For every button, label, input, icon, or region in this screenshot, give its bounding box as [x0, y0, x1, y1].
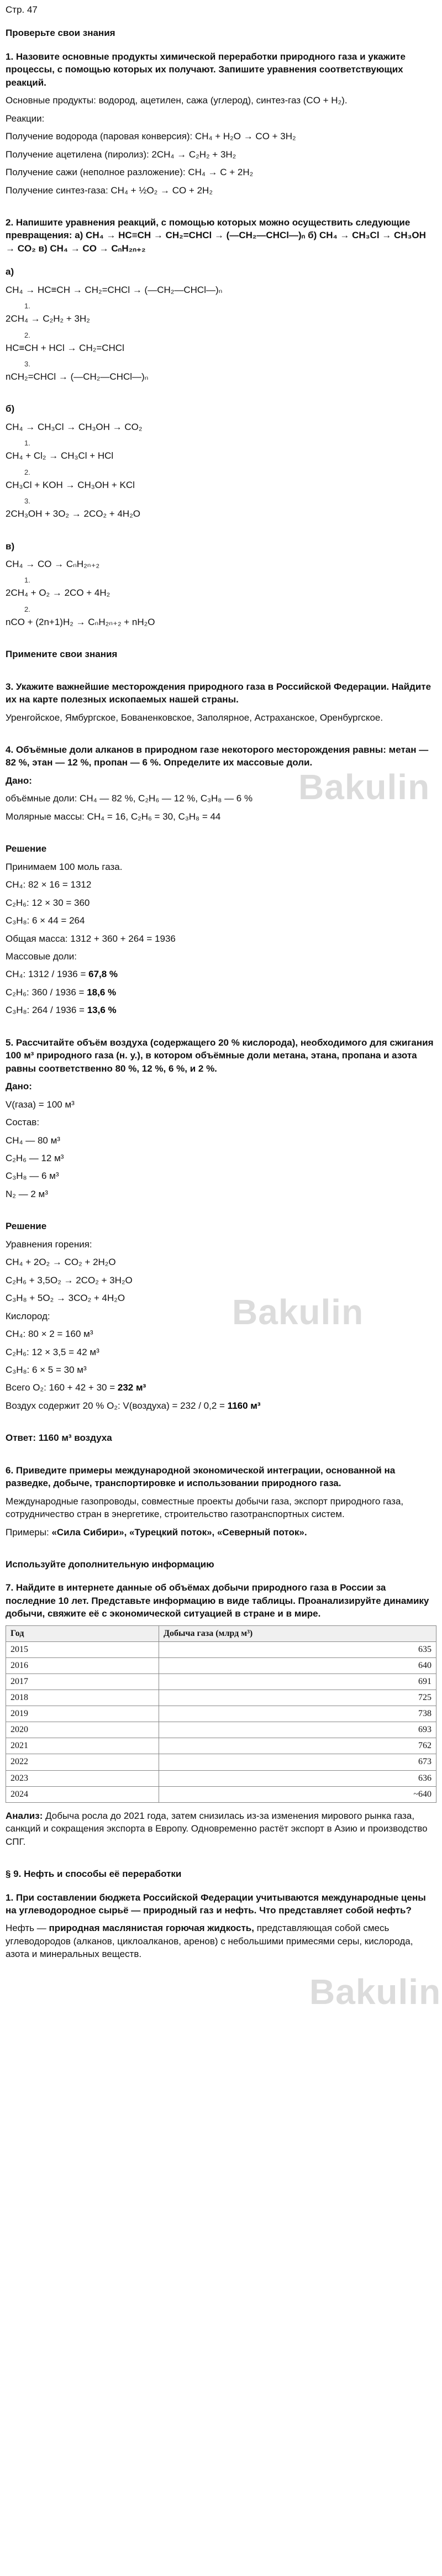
section-heading-check: Проверьте свои знания: [6, 28, 115, 39]
table-row: [6, 1770, 436, 1786]
step-number: 3.: [24, 497, 30, 506]
solution-line: C₂H₆: 12 × 30 = 360: [6, 897, 90, 908]
analysis-body: Добыча росла до 2021 года, затем снизилась из-за изменения мирового рынка газа, санкций и сокращения экспорта в Европу. Одновременно растёт экспорт в Азию и производство СПГ.: [6, 1810, 428, 1847]
given-line: объёмные доли: CH₄ — 82 %, C₂H₆ — 12 %, C₃H₈ — 6 %: [6, 793, 253, 804]
cell-year: 2018: [6, 1690, 159, 1706]
cell-value: 725: [159, 1690, 436, 1706]
cell-value: 673: [159, 1754, 436, 1770]
step-number: 2.: [24, 330, 30, 339]
given-line: V(газа) = 100 м³: [6, 1099, 75, 1110]
solution-label: Решение: [6, 1221, 47, 1232]
cell-value: 635: [159, 1641, 436, 1657]
given-label: Дано:: [6, 775, 32, 786]
cell-year: 2023: [6, 1770, 159, 1786]
step-number: 1.: [24, 439, 30, 448]
equation: CH₄ + 2O₂ → CO₂ + 2H₂O: [6, 1257, 116, 1268]
solution-line: C₃H₈: 6 × 44 = 264: [6, 915, 85, 926]
table-row: [6, 1706, 436, 1722]
solution-text: C₂H₆: 360 / 1936 =: [6, 987, 87, 998]
solution-line: CH₄: 82 × 16 = 1312: [6, 879, 92, 890]
step-number: 3.: [24, 360, 30, 369]
cell-value: 693: [159, 1722, 436, 1738]
table-row: [6, 1658, 436, 1674]
solution-text: C₃H₈: 264 / 1936 =: [6, 1005, 87, 1016]
table-header-row: [6, 1625, 436, 1641]
watermark: Bakulin: [309, 1972, 441, 2012]
solution-line: Кислород:: [6, 1310, 50, 1321]
question-7: 7. Найдите в интернете данные об объёмах добычи природного газа в России за последние 10 лет. Представьте информацию в виде таблицы. Проанализируйте динамику добычи, свяжите её с экономической ситуацией в стране и в мире.: [6, 1582, 429, 1619]
section-heading-apply: Примените свои знания: [6, 649, 118, 660]
part-label-b: б): [6, 403, 15, 415]
solution-line: [6, 968, 436, 980]
cell-value: 738: [159, 1706, 436, 1722]
solution-line: [6, 1399, 436, 1412]
step-number: 1.: [24, 576, 30, 585]
equation: 2CH₄ → C₂H₂ + 3H₂: [6, 313, 90, 324]
solution-label: Решение: [6, 843, 47, 854]
chain-b: CH₄ → CH₃Cl → CH₃OH → CO₂: [6, 421, 143, 432]
result-value: 1160 м³: [227, 1400, 261, 1411]
cell-value: 762: [159, 1738, 436, 1754]
result-value: 232 м³: [117, 1382, 146, 1393]
given-line: CH₄ — 80 м³: [6, 1135, 60, 1146]
equation: HC≡CH + HCl → CH₂=CHCl: [6, 342, 124, 353]
cell-year: 2021: [6, 1738, 159, 1754]
analysis-prefix: Анализ:: [6, 1810, 43, 1821]
answer-6: Международные газопроводы, совместные проекты добычи газа, экспорт природного газа, сотрудничество стран в энергетике, строительство газотранспортных систем.: [6, 1496, 404, 1520]
section-heading-extra: Используйте дополнительную информацию: [6, 1559, 214, 1570]
step-number: 2.: [24, 468, 30, 476]
solution-line: Принимаем 100 моль газа.: [6, 861, 123, 872]
solution-text: Воздух содержит 20 % O₂: V(воздуха) = 232 / 0,2 =: [6, 1400, 228, 1411]
cell-value: 636: [159, 1770, 436, 1786]
question-5: 5. Рассчитайте объём воздуха (содержащего 20 % кислорода), необходимого для сжигания 100 м³ природного газа (н. у.), в котором объёмные доли метана, этана, пропана и азота равны соответственно 80 %, 12 %, 6 %, и 2 %.: [6, 1037, 434, 1074]
examples-line: [6, 1526, 436, 1539]
examples-list: «Сила Сибири», «Турецкий поток», «Северный поток».: [51, 1526, 307, 1538]
question-4: 4. Объёмные доли алканов в природном газе некоторого месторождения равны: метан — 82 %, этан — 12 %, пропан — 6 %. Определите их массовые доли.: [6, 744, 429, 768]
given-line: Состав:: [6, 1117, 40, 1128]
solution-text: Всего O₂: 160 + 42 + 30 =: [6, 1382, 118, 1393]
table-row: [6, 1674, 436, 1690]
cell-year: 2015: [6, 1641, 159, 1657]
answer-text: представляющая собой смесь углеводородов (алканов, циклоалканов, аренов) с небольшими примесями серы, кислорода, азота и минеральных веществ.: [6, 1923, 413, 1960]
solution-line: [6, 1381, 436, 1394]
part-label-c: в): [6, 541, 15, 552]
answer-highlight: природная маслянистая горючая жидкость,: [49, 1923, 254, 1934]
given-line: C₂H₆ — 12 м³: [6, 1152, 64, 1163]
step-number: 1.: [24, 302, 30, 311]
answer-9-1: [6, 1922, 436, 1960]
given-line: Молярные массы: CH₄ = 16, C₂H₆ = 30, C₃H₈ = 44: [6, 811, 221, 822]
cell-year: 2017: [6, 1674, 159, 1690]
equation: CH₃Cl + KOH → CH₃OH + KCl: [6, 479, 135, 490]
given-line: N₂ — 2 м³: [6, 1188, 48, 1199]
equation: C₃H₈ + 5O₂ → 3CO₂ + 4H₂O: [6, 1293, 125, 1304]
solution-line: CH₄: 80 × 2 = 160 м³: [6, 1329, 93, 1340]
question-9-1: 1. При составлении бюджета Российской Федерации учитываются международные цены на углеводородное сырьё — природный газ и нефть. Что представляет собой нефть?: [6, 1892, 426, 1916]
part-label-a: а): [6, 266, 14, 277]
question-1: 1. Назовите основные продукты химической переработки природного газа и укажите процессы, с помощью которых их получают. Запишите уравнения соответствующих реакций.: [6, 51, 406, 88]
answer-5: Ответ: 1160 м³ воздуха: [6, 1433, 112, 1444]
solution-line: C₃H₈: 6 × 5 = 30 м³: [6, 1364, 87, 1375]
solution-line: Общая масса: 1312 + 360 + 264 = 1936: [6, 933, 176, 944]
question-3: 3. Укажите важнейшие месторождения природного газа в Российской Федерации. Найдите их на карте полезных ископаемых нашей страны.: [6, 681, 432, 705]
solution-line: [6, 1004, 436, 1016]
cell-year: 2019: [6, 1706, 159, 1722]
cell-year: 2024: [6, 1786, 159, 1802]
reactions-label: Реакции:: [6, 113, 45, 124]
table-row: [6, 1722, 436, 1738]
equation: 2CH₃OH + 3O₂ → 2CO₂ + 4H₂O: [6, 508, 141, 520]
equation: 2CH₄ + O₂ → 2CO + 4H₂: [6, 587, 110, 599]
result-value: 13,6 %: [87, 1005, 117, 1016]
cell-value: ~640: [159, 1786, 436, 1802]
result-value: 18,6 %: [87, 987, 117, 998]
column-header-year: Год: [6, 1625, 159, 1641]
watermark: Bakulin: [298, 767, 430, 807]
chain-c: CH₄ → CO → CₙH₂ₙ₊₂: [6, 558, 100, 569]
cell-value: 691: [159, 1674, 436, 1690]
equation: nCO + (2n+1)H₂ → CₙH₂ₙ₊₂ + nH₂O: [6, 616, 155, 627]
column-header-value: Добыча газа (млрд м³): [159, 1625, 436, 1641]
cell-year: 2020: [6, 1722, 159, 1738]
solution-text: CH₄: 1312 / 1936 =: [6, 969, 89, 980]
solution-line: [6, 986, 436, 999]
analysis-text: [6, 1809, 436, 1848]
table-row: [6, 1738, 436, 1754]
cell-year: 2022: [6, 1754, 159, 1770]
table-row: [6, 1786, 436, 1802]
chain-a: CH₄ → HC≡CH → CH₂=CHCl → (—CH₂—CHCl—)ₙ: [6, 284, 223, 295]
question-6: 6. Приведите примеры международной экономической интеграции, основанной на разведке, добыче, транспортировке и использовании природного газа.: [6, 1465, 396, 1489]
question-2: 2. Напишите уравнения реакций, с помощью которых можно осуществить следующие превращения: а) CH₄ → HC≡CH → CH₂=CHCl → (—CH₂—CHCl—)ₙ б) CH₄ → CH₃Cl → CH₃OH → CO₂ в) CH₄ → CO → CₙH₂ₙ₊₂: [6, 217, 426, 254]
result-value: 67,8 %: [88, 969, 118, 980]
table-row: [6, 1641, 436, 1657]
equation: nCH₂=CHCl → (—CH₂—CHCl—)ₙ: [6, 371, 149, 382]
given-line: C₃H₈ — 6 м³: [6, 1171, 59, 1182]
solution-line: Уравнения горения:: [6, 1239, 92, 1250]
given-label: Дано:: [6, 1081, 32, 1092]
watermark: Bakulin: [232, 1292, 364, 1332]
reaction-line: Получение водорода (паровая конверсия): CH₄ + H₂O → CO + 3H₂: [6, 131, 296, 142]
cell-year: 2016: [6, 1658, 159, 1674]
answer-1-products: Основные продукты: водород, ацетилен, сажа (углерод), синтез-газ (CO + H₂).: [6, 95, 348, 106]
step-number: 2.: [24, 605, 30, 613]
cell-value: 640: [159, 1658, 436, 1674]
page-label: Стр. 47: [6, 4, 38, 15]
answer-3: Уренгойское, Ямбургское, Бованенковское, Заполярное, Астраханское, Оренбургское.: [6, 712, 383, 723]
section-heading-9: § 9. Нефть и способы её переработки: [6, 1869, 182, 1880]
reaction-line: Получение синтез-газа: CH₄ + ½O₂ → CO + 2H₂: [6, 185, 213, 196]
reaction-line: Получение ацетилена (пиролиз): 2CH₄ → C₂H₂ + 3H₂: [6, 149, 236, 160]
equation: CH₄ + Cl₂ → CH₃Cl + HCl: [6, 450, 114, 461]
answer-text: Нефть —: [6, 1923, 49, 1934]
reaction-line: Получение сажи (неполное разложение): CH₄ → C + 2H₂: [6, 167, 254, 178]
gas-production-table: [6, 1625, 436, 1803]
equation: C₂H₆ + 3,5O₂ → 2CO₂ + 3H₂O: [6, 1274, 133, 1286]
solution-line: C₂H₆: 12 × 3,5 = 42 м³: [6, 1346, 99, 1357]
solution-line: Массовые доли:: [6, 951, 77, 962]
table-row: [6, 1754, 436, 1770]
examples-prefix: Примеры:: [6, 1526, 52, 1538]
table-row: [6, 1690, 436, 1706]
